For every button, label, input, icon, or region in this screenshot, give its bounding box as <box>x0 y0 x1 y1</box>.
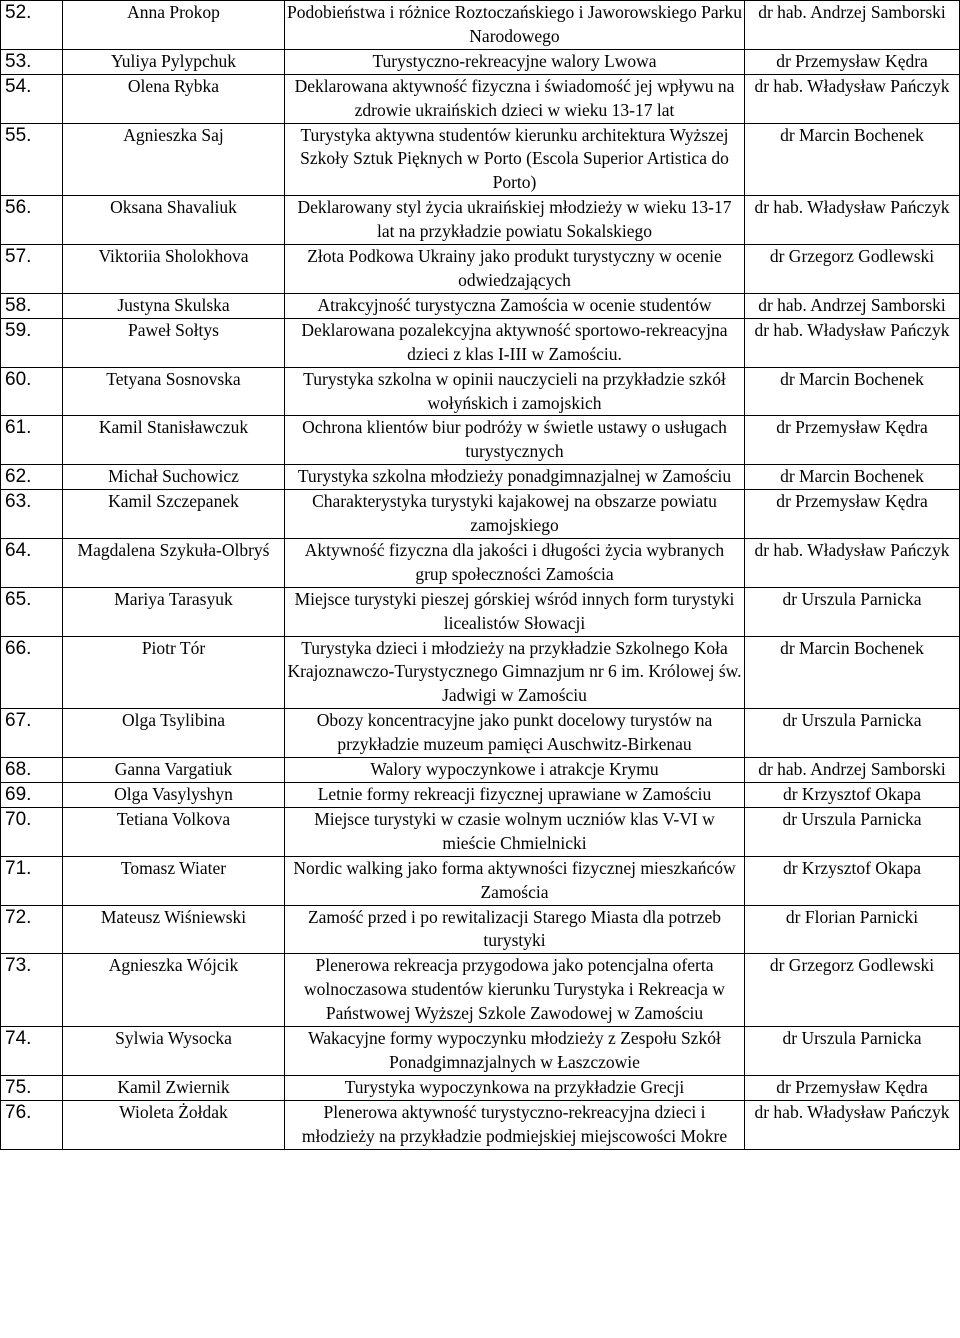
table-row <box>1 196 960 245</box>
supervisor-name: dr hab. Władysław Pańczyk <box>745 1100 960 1149</box>
row-number: 64. <box>1 538 63 587</box>
row-number: 53. <box>1 49 63 74</box>
thesis-title: Deklarowany styl życia ukraińskiej młodzieży w wieku 13-17 lat na przykładzie powiatu Sokalskiego <box>285 196 745 245</box>
supervisor-name: dr Krzysztof Okapa <box>745 783 960 808</box>
supervisor-name: dr Urszula Parnicka <box>745 807 960 856</box>
thesis-title: Plenerowa rekreacja przygodowa jako potencjalna oferta wolnoczasowa studentów kierunku Turystyka i Rekreacja w Państwowej Wyższej Szkole Zawodowej w Zamościu <box>285 954 745 1027</box>
table-row <box>1 74 960 123</box>
table-row <box>1 245 960 294</box>
student-name: Agnieszka Saj <box>63 123 285 196</box>
thesis-title: Miejsce turystyki pieszej górskiej wśród innych form turystyki licealistów Słowacji <box>285 587 745 636</box>
thesis-title: Aktywność fizyczna dla jakości i długości życia wybranych grup społeczności Zamościa <box>285 538 745 587</box>
student-name: Tomasz Wiater <box>63 856 285 905</box>
row-number: 69. <box>1 783 63 808</box>
student-name: Agnieszka Wójcik <box>63 954 285 1027</box>
thesis-title: Turystyka aktywna studentów kierunku architektura Wyższej Szkoły Sztuk Pięknych w Porto (Escola Superior Artistica do Porto) <box>285 123 745 196</box>
supervisor-name: dr Przemysław Kędra <box>745 490 960 539</box>
row-number: 76. <box>1 1100 63 1149</box>
thesis-title: Turystyka szkolna w opinii nauczycieli na przykładzie szkół wołyńskich i zamojskich <box>285 367 745 416</box>
supervisor-name: dr Marcin Bochenek <box>745 123 960 196</box>
row-number: 75. <box>1 1075 63 1100</box>
row-number: 73. <box>1 954 63 1027</box>
student-name: Kamil Stanisławczuk <box>63 416 285 465</box>
student-name: Kamil Szczepanek <box>63 490 285 539</box>
supervisor-name: dr Przemysław Kędra <box>745 1075 960 1100</box>
thesis-title: Deklarowana aktywność fizyczna i świadomość jej wpływu na zdrowie ukraińskich dzieci w wieku 13-17 lat <box>285 74 745 123</box>
row-number: 70. <box>1 807 63 856</box>
table-row <box>1 807 960 856</box>
thesis-title: Plenerowa aktywność turystyczno-rekreacyjna dzieci i młodzieży na przykładzie podmiejskiej miejscowości Mokre <box>285 1100 745 1149</box>
thesis-title: Zamość przed i po rewitalizacji Starego Miasta dla potrzeb turystyki <box>285 905 745 954</box>
table-row <box>1 856 960 905</box>
table-row <box>1 49 960 74</box>
thesis-title: Turystyka wypoczynkowa na przykładzie Grecji <box>285 1075 745 1100</box>
row-number: 55. <box>1 123 63 196</box>
supervisor-name: dr Urszula Parnicka <box>745 709 960 758</box>
supervisor-name: dr hab. Andrzej Samborski <box>745 758 960 783</box>
student-name: Oksana Shavaliuk <box>63 196 285 245</box>
table-row <box>1 758 960 783</box>
student-name: Sylwia Wysocka <box>63 1027 285 1076</box>
thesis-title: Złota Podkowa Ukrainy jako produkt turystyczny w ocenie odwiedzających <box>285 245 745 294</box>
table-row <box>1 587 960 636</box>
thesis-title: Turystyka szkolna młodzieży ponadgimnazjalnej w Zamościu <box>285 465 745 490</box>
table-row <box>1 123 960 196</box>
thesis-title: Miejsce turystyki w czasie wolnym uczniów klas V-VI w mieście Chmielnicki <box>285 807 745 856</box>
table-row <box>1 709 960 758</box>
table-row <box>1 1075 960 1100</box>
supervisor-name: dr hab. Władysław Pańczyk <box>745 538 960 587</box>
student-name: Olga Tsylibina <box>63 709 285 758</box>
table-row <box>1 954 960 1027</box>
row-number: 56. <box>1 196 63 245</box>
table-row <box>1 318 960 367</box>
table-row <box>1 783 960 808</box>
supervisor-name: dr Krzysztof Okapa <box>745 856 960 905</box>
row-number: 57. <box>1 245 63 294</box>
supervisor-name: dr hab. Władysław Pańczyk <box>745 74 960 123</box>
table-row <box>1 1027 960 1076</box>
student-name: Viktoriia Sholokhova <box>63 245 285 294</box>
row-number: 68. <box>1 758 63 783</box>
supervisor-name: dr Marcin Bochenek <box>745 636 960 709</box>
thesis-title: Obozy koncentracyjne jako punkt docelowy turystów na przykładzie muzeum pamięci Auschwitz-Birkenau <box>285 709 745 758</box>
student-name: Tetiana Volkova <box>63 807 285 856</box>
row-number: 65. <box>1 587 63 636</box>
supervisor-name: dr hab. Władysław Pańczyk <box>745 196 960 245</box>
row-number: 62. <box>1 465 63 490</box>
student-name: Yuliya Pylypchuk <box>63 49 285 74</box>
row-number: 60. <box>1 367 63 416</box>
table-row <box>1 1 960 50</box>
row-number: 71. <box>1 856 63 905</box>
supervisor-name: dr Marcin Bochenek <box>745 465 960 490</box>
thesis-title: Nordic walking jako forma aktywności fizycznej mieszkańców Zamościa <box>285 856 745 905</box>
supervisor-name: dr Marcin Bochenek <box>745 367 960 416</box>
student-name: Kamil Zwiernik <box>63 1075 285 1100</box>
table-row <box>1 636 960 709</box>
row-number: 58. <box>1 293 63 318</box>
supervisor-name: dr Przemysław Kędra <box>745 416 960 465</box>
row-number: 67. <box>1 709 63 758</box>
supervisor-name: dr Przemysław Kędra <box>745 49 960 74</box>
thesis-title: Wakacyjne formy wypoczynku młodzieży z Zespołu Szkół Ponadgimnazjalnych w Łaszczowie <box>285 1027 745 1076</box>
thesis-title: Charakterystyka turystyki kajakowej na obszarze powiatu zamojskiego <box>285 490 745 539</box>
student-name: Mariya Tarasyuk <box>63 587 285 636</box>
student-name: Tetyana Sosnovska <box>63 367 285 416</box>
student-name: Justyna Skulska <box>63 293 285 318</box>
table-row <box>1 490 960 539</box>
supervisor-name: dr Urszula Parnicka <box>745 587 960 636</box>
row-number: 63. <box>1 490 63 539</box>
thesis-table-body <box>1 1 960 1150</box>
table-row <box>1 465 960 490</box>
table-row <box>1 416 960 465</box>
student-name: Anna Prokop <box>63 1 285 50</box>
supervisor-name: dr hab. Andrzej Samborski <box>745 1 960 50</box>
thesis-title: Atrakcyjność turystyczna Zamościa w ocenie studentów <box>285 293 745 318</box>
supervisor-name: dr Grzegorz Godlewski <box>745 245 960 294</box>
thesis-title: Deklarowana pozalekcyjna aktywność sportowo-rekreacyjna dzieci z klas I-III w Zamościu. <box>285 318 745 367</box>
student-name: Olga Vasylyshyn <box>63 783 285 808</box>
thesis-title: Podobieństwa i różnice Roztoczańskiego i Jaworowskiego Parku Narodowego <box>285 1 745 50</box>
student-name: Piotr Tór <box>63 636 285 709</box>
student-name: Olena Rybka <box>63 74 285 123</box>
row-number: 59. <box>1 318 63 367</box>
row-number: 74. <box>1 1027 63 1076</box>
student-name: Paweł Sołtys <box>63 318 285 367</box>
supervisor-name: dr Urszula Parnicka <box>745 1027 960 1076</box>
table-row <box>1 293 960 318</box>
table-row <box>1 905 960 954</box>
thesis-title: Walory wypoczynkowe i atrakcje Krymu <box>285 758 745 783</box>
student-name: Wioleta Żołdak <box>63 1100 285 1149</box>
row-number: 66. <box>1 636 63 709</box>
thesis-title: Turystyka dzieci i młodzieży na przykładzie Szkolnego Koła Krajoznawczo-Turystycznego Gimnazjum nr 6 im. Królowej św. Jadwigi w Zamościu <box>285 636 745 709</box>
thesis-title: Ochrona klientów biur podróży w świetle ustawy o usługach turystycznych <box>285 416 745 465</box>
row-number: 52. <box>1 1 63 50</box>
row-number: 61. <box>1 416 63 465</box>
supervisor-name: dr Grzegorz Godlewski <box>745 954 960 1027</box>
student-name: Magdalena Szykuła-Olbryś <box>63 538 285 587</box>
table-row <box>1 367 960 416</box>
student-name: Mateusz Wiśniewski <box>63 905 285 954</box>
student-name: Ganna Vargatiuk <box>63 758 285 783</box>
supervisor-name: dr Florian Parnicki <box>745 905 960 954</box>
student-name: Michał Suchowicz <box>63 465 285 490</box>
supervisor-name: dr hab. Władysław Pańczyk <box>745 318 960 367</box>
supervisor-name: dr hab. Andrzej Samborski <box>745 293 960 318</box>
row-number: 72. <box>1 905 63 954</box>
table-row <box>1 538 960 587</box>
thesis-title: Turystyczno-rekreacyjne walory Lwowa <box>285 49 745 74</box>
row-number: 54. <box>1 74 63 123</box>
thesis-title: Letnie formy rekreacji fizycznej uprawiane w Zamościu <box>285 783 745 808</box>
table-row <box>1 1100 960 1149</box>
